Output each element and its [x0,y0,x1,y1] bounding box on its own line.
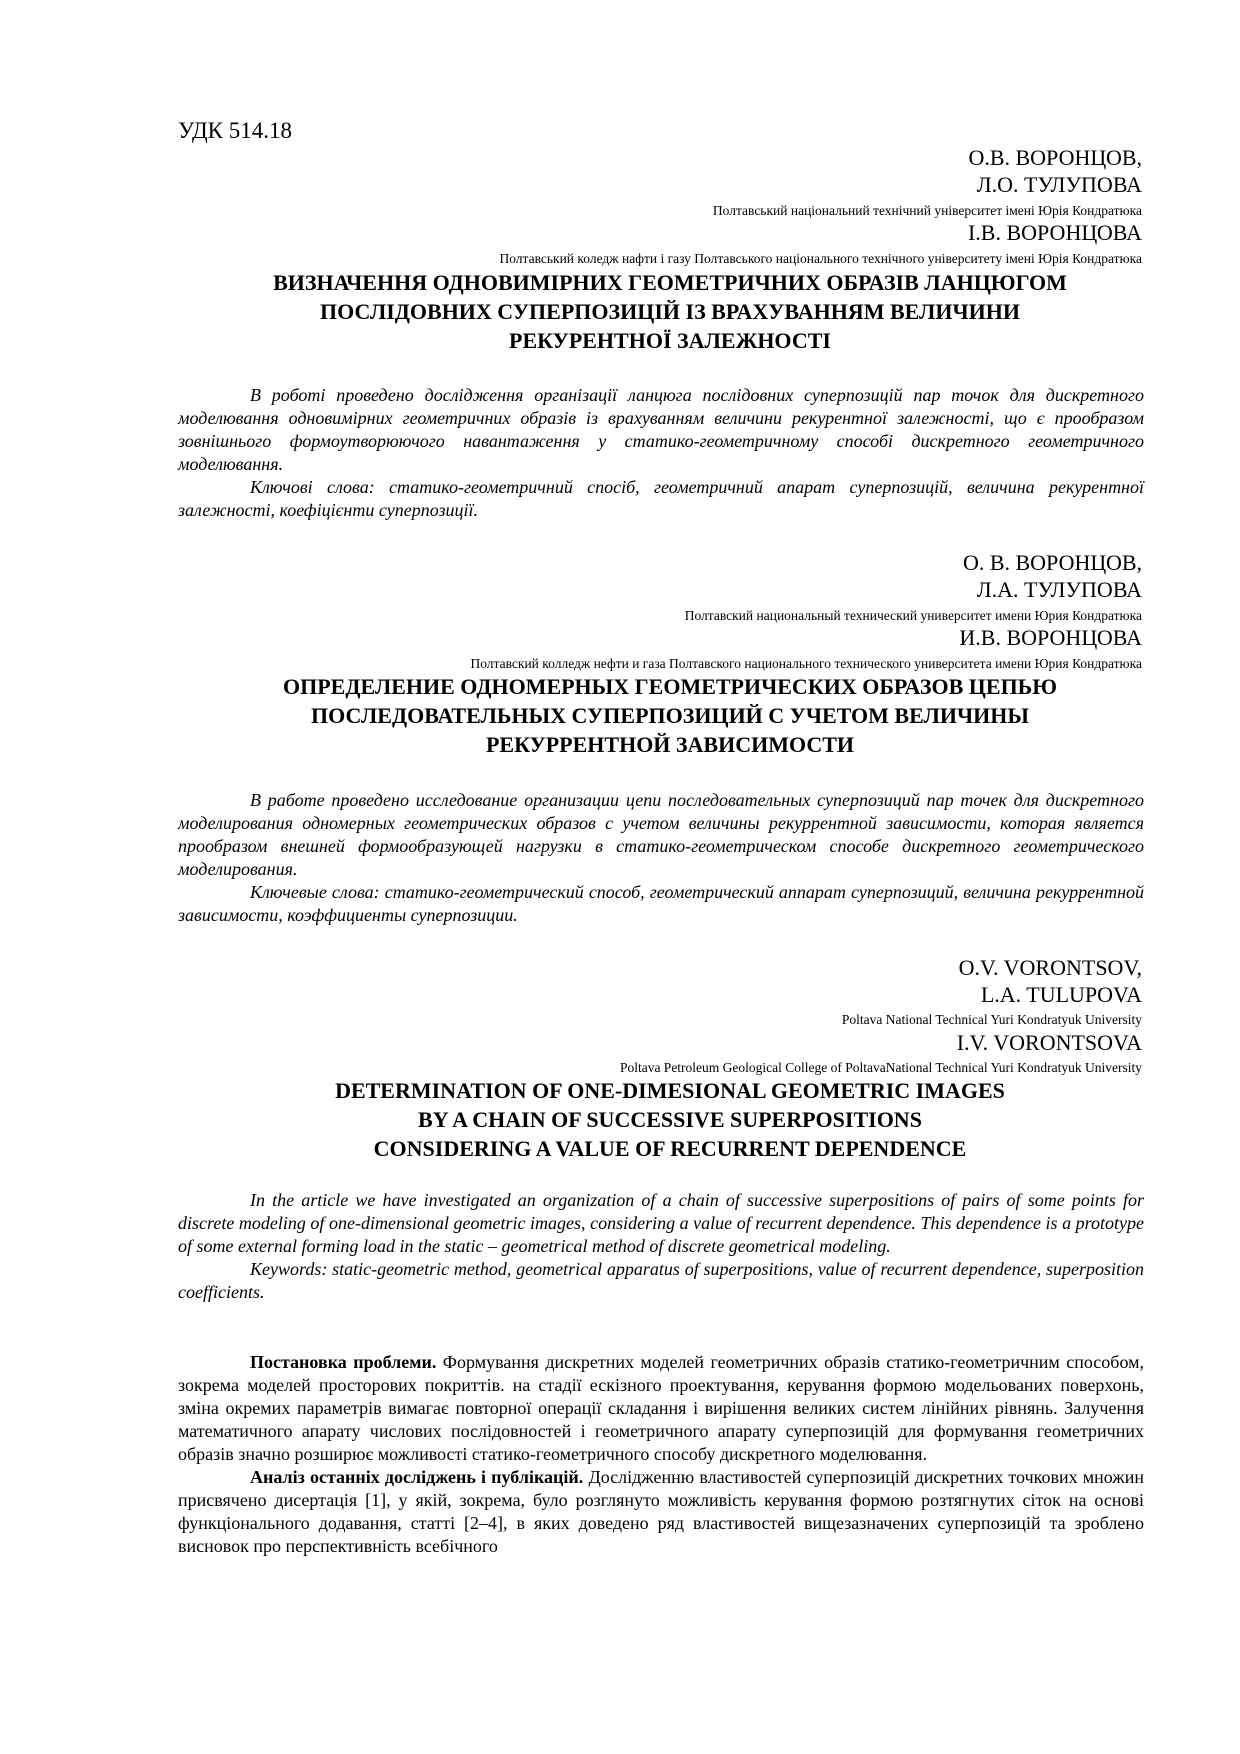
body-paragraph [178,1351,1144,1466]
title-line: BY A CHAIN OF SUCCESSIVE SUPERPOSITIONS [418,1107,922,1132]
body-text [178,1351,1144,1558]
author-1: О.В. ВОРОНЦОВ, [968,145,1142,170]
title-line: DETERMINATION OF ONE-DIMESIONAL GEOMETRIC IMAGES [335,1078,1005,1103]
affiliation-1: Полтавський національний технічний університет імені Юрія Кондратюка [712,203,1142,218]
author-3: І.В. ВОРОНЦОВА [967,220,1142,245]
title-line: ВИЗНАЧЕННЯ ОДНОВИМІРНИХ ГЕОМЕТРИЧНИХ ОБРАЗІВ ЛАНЦЮГОМ [273,270,1067,295]
title-line: CONSIDERING A VALUE OF RECURRENT DEPENDENCE [373,1136,967,1161]
abstract-text: В роботі проведено дослідження організації ланцюга послідовних суперпозицій пар точок для дискретного моделювання одновимірних геометричних образів із врахуванням величини рекурентної залежності, що є прообразом зовнішнього формоутворюючого навантаження у статико-геометричному способі дискретного геометричного моделювання. [178,385,1144,474]
title-line: ПОСЛЕДОВАТЕЛЬНЫХ СУПЕРПОЗИЦИЙ С УЧЕТОМ ВЕЛИЧИНЫ [311,703,1029,728]
abstract-text: В работе проведено исследование организации цепи последовательных суперпозиций пар точек для дискретного моделирования одномерных геометрических образов с учетом величины рекуррентной зависимости, которая является прообразом внешней формообразующей нагрузки в статико-геометрическом способе дискретного геометрического моделирования. [178,790,1144,879]
paper-title [150,268,1190,355]
section-heading: Постановка проблеми. [250,1352,437,1372]
affiliation-2: Полтавський коледж нафти і газу Полтавського національного технічного університету імені Юрія Кондратюка [499,251,1142,266]
body-paragraph [178,1466,1144,1558]
author-3: I.V. VORONTSOVA [956,1030,1142,1055]
author-2: L.A. TULUPOVA [980,982,1142,1007]
title-line: ПОСЛІДОВНИХ СУПЕРПОЗИЦІЙ ІЗ ВРАХУВАННЯМ ВЕЛИЧИНИ [319,299,1020,324]
keywords: Ключевые слова: статико-геометрический способ, геометрический аппарат суперпозиций, величина рекуррентной зависимости, коэффициенты суперпозиции. [178,882,1144,925]
affiliation-2: Полтавский колледж нефти и газа Полтавского национального технического университета имени Юрия Кондратюка [470,656,1142,671]
author-2: Л.А. ТУЛУПОВА [976,577,1142,602]
section-heading: Аналіз останніх досліджень і публікацій. [250,1467,584,1487]
paper-title [150,672,1190,759]
author-2: Л.О. ТУЛУПОВА [976,172,1142,197]
author-3: И.В. ВОРОНЦОВА [959,625,1142,650]
title-line: РЕКУРЕНТНОЇ ЗАЛЕЖНОСТІ [509,328,831,353]
abstract [178,384,1144,522]
abstract [178,1189,1144,1304]
author-1: О. В. ВОРОНЦОВ, [962,550,1142,575]
paragraph-text: Дослідженню властивостей суперпозицій дискретних точкових множин присвячено дисертація [1], у якій, зокрема, було розглянуто можливість керування формою розтягнутих сіток на основі функціонального додавання, статті [2–4], в яких доведено ряд властивостей вищезазначених суперпозицій та зроблено висновок про перспективність всебічного [178,1467,1145,1556]
abstract-text: In the article we have investigated an organization of a chain of successive superpositions of pairs of some points for discrete modeling of one-dimensional geometric images, considering a value of recurrent dependence. This dependence is a prototype of some external forming load in the static – geometrical method of discrete geometrical modeling. [178,1190,1144,1256]
author-1: O.V. VORONTSOV, [958,955,1142,980]
keywords: Ключові слова: статико-геометричний спосіб, геометричний апарат суперпозицій, величина рекурентної залежності, коефіцієнти суперпозиції. [178,477,1144,520]
title-line: ОПРЕДЕЛЕНИЕ ОДНОМЕРНЫХ ГЕОМЕТРИЧЕСКИХ ОБРАЗОВ ЦЕПЬЮ [282,674,1058,699]
paper-title [150,1076,1190,1163]
title-line: РЕКУРРЕНТНОЙ ЗАВИСИМОСТИ [485,732,855,757]
affiliation-1: Полтавский национальный технический университет имени Юрия Кондратюка [684,608,1142,623]
udk-code: УДК 514.18 [178,118,292,143]
abstract [178,789,1144,927]
paragraph-text: Формування дискретних моделей геометричних образів статико-геометричним способом, зокрема моделей просторових покриттів. на стадії ескізного проектування, керування формою модельованих поверхонь, зміна окремих параметрів вимагає повторної операції складання і вирішення великих систем лінійних рівнянь. Залучення математичного апарату числових послідовностей і геометричного апарату суперпозицій для формування геометричних образів значно розширює можливості статико-геометричного способу дискретного моделювання. [178,1352,1144,1464]
affiliation-2: Poltava Petroleum Geological College of PoltavaNational Technical Yuri Kondratyuk University [619,1060,1142,1075]
affiliation-1: Poltava National Technical Yuri Kondratyuk University [841,1012,1142,1027]
keywords: Keywords: static-geometric method, geometrical apparatus of superpositions, value of recurrent dependence, superposition coefficients. [178,1259,1144,1302]
